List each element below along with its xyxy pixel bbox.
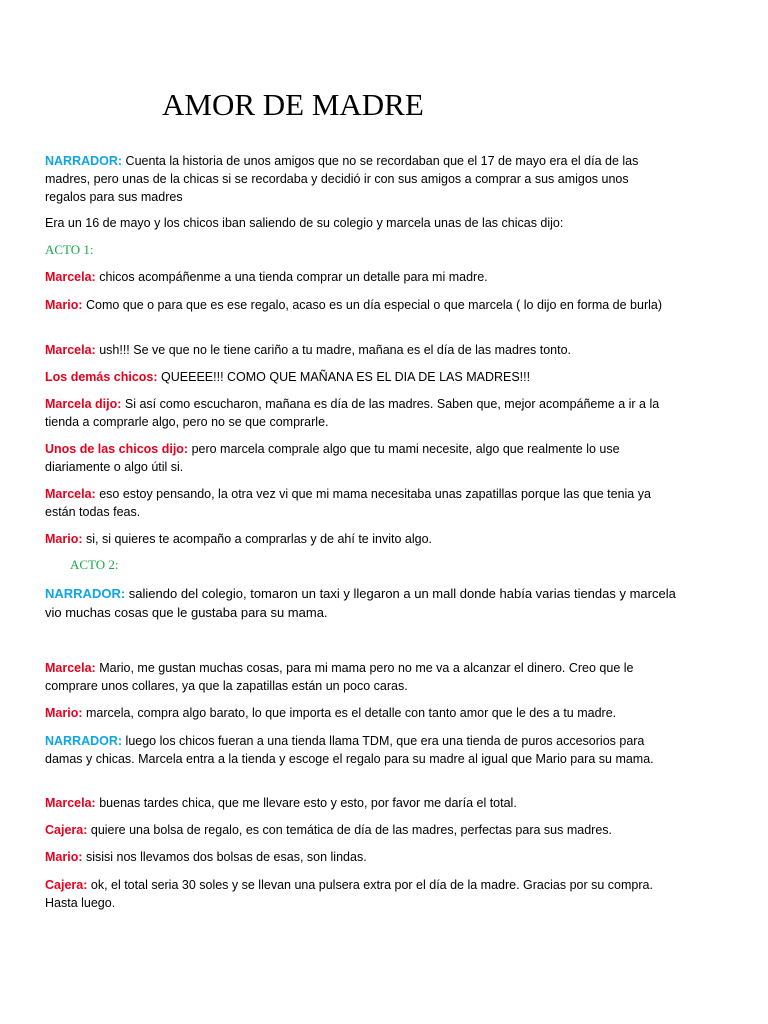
dialogue-line xyxy=(45,296,665,314)
speaker-label: Marcela dijo: xyxy=(45,397,122,411)
dialogue-text: sisisi nos llevamos dos bolsas de esas, son lindas. xyxy=(82,850,367,864)
dialogue-line xyxy=(45,395,665,431)
dialogue-text: Como que o para que es ese regalo, acaso es un día especial o que marcela ( lo dijo en forma de burla) xyxy=(82,298,663,312)
dialogue-line xyxy=(45,341,665,359)
speaker-label: NARRADOR: xyxy=(45,154,123,168)
speaker-label: Mario: xyxy=(45,706,83,720)
dialogue-text: pero marcela comprale algo que tu mami necesite, algo que realmente lo use diariamente o algo útil si. xyxy=(45,442,620,474)
act-heading: ACTO 1: xyxy=(45,242,94,257)
dialogue-text: quiere una bolsa de regalo, es con temática de día de las madres, perfectas para sus madres. xyxy=(87,823,612,837)
dialogue-text: QUEEEE!!! COMO QUE MAÑANA ES EL DIA DE LAS MADRES!!! xyxy=(157,370,531,384)
act-heading: ACTO 2: xyxy=(70,557,119,572)
dialogue-text: saliendo del colegio, tomaron un taxi y llegaron a un mall donde había varias tiendas y marcela vio muchas cosas que le gustaba para su mama. xyxy=(45,586,676,620)
dialogue-line xyxy=(45,821,665,839)
speaker-label: Marcela: xyxy=(45,661,96,675)
dialogue-line xyxy=(45,704,665,722)
dialogue-text: chicos acompáñenme a una tienda comprar un detalle para mi madre. xyxy=(95,270,488,284)
scene-paragraph: Era un 16 de mayo y los chicos iban saliendo de su colegio y marcela unas de las chicas dijo: xyxy=(45,216,564,230)
dialogue-text: luego los chicos fueran a una tienda llama TDM, que era una tienda de puros accesorios para damas y chicas. Marcela entra a la tienda y escoge el regalo para su madre al igual que Mario para su mama. xyxy=(45,734,654,766)
dialogue-text: buenas tardes chica, que me llevare esto y esto, por favor me daría el total. xyxy=(95,796,517,810)
dialogue-line xyxy=(45,368,665,386)
page-title: AMOR DE MADRE xyxy=(162,87,424,122)
narrator-paragraph xyxy=(45,584,685,622)
intro-paragraph xyxy=(45,152,665,206)
dialogue-text: eso estoy pensando, la otra vez vi que mi mama necesitaba unas zapatillas porque las que tenia ya están todas feas. xyxy=(45,487,651,519)
dialogue-text: ok, el total seria 30 soles y se llevan una pulsera extra por el día de la madre. Gracias por su compra. Hasta luego. xyxy=(45,878,653,910)
speaker-label: Mario: xyxy=(45,532,83,546)
dialogue-text: Cuenta la historia de unos amigos que no se recordaban que el 17 de mayo era el día de las madres, pero unas de la chicas si se recordaba y decidió ir con sus amigos a comprar a sus amigos unos regalos para sus madres xyxy=(45,154,639,204)
speaker-label: Marcela: xyxy=(45,796,96,810)
speaker-label: Unos de las chicos dijo: xyxy=(45,442,189,456)
dialogue-line xyxy=(45,659,665,695)
dialogue-line xyxy=(45,794,665,812)
speaker-label: Marcela: xyxy=(45,343,96,357)
speaker-label: Cajera: xyxy=(45,878,88,892)
speaker-label: NARRADOR: xyxy=(45,586,126,601)
narrator-paragraph xyxy=(45,732,665,768)
dialogue-line xyxy=(45,876,665,912)
dialogue-text: Mario, me gustan muchas cosas, para mi mama pero no me va a alcanzar el dinero. Creo que le comprare unos collares, ya que la zapatillas están un poco caras. xyxy=(45,661,634,693)
speaker-label: Los demás chicos: xyxy=(45,370,158,384)
speaker-label: Marcela: xyxy=(45,270,96,284)
dialogue-line xyxy=(45,440,665,476)
dialogue-text: marcela, compra algo barato, lo que importa es el detalle con tanto amor que le des a tu madre. xyxy=(82,706,617,720)
dialogue-text: ush!!! Se ve que no le tiene cariño a tu madre, mañana es el día de las madres tonto. xyxy=(95,343,572,357)
dialogue-text: Si así como escucharon, mañana es día de las madres. Saben que, mejor acompáñeme a ir a la tienda a comprarle algo, pero no se que comprarle. xyxy=(45,397,660,429)
speaker-label: Marcela: xyxy=(45,487,96,501)
dialogue-line xyxy=(45,485,665,521)
speaker-label: Cajera: xyxy=(45,823,88,837)
dialogue-line xyxy=(45,530,665,548)
speaker-label: Mario: xyxy=(45,850,83,864)
dialogue-text: si, si quieres te acompaño a comprarlas y de ahí te invito algo. xyxy=(82,532,432,546)
dialogue-line xyxy=(45,848,665,866)
dialogue-line xyxy=(45,268,665,286)
speaker-label: NARRADOR: xyxy=(45,734,123,748)
speaker-label: Mario: xyxy=(45,298,83,312)
